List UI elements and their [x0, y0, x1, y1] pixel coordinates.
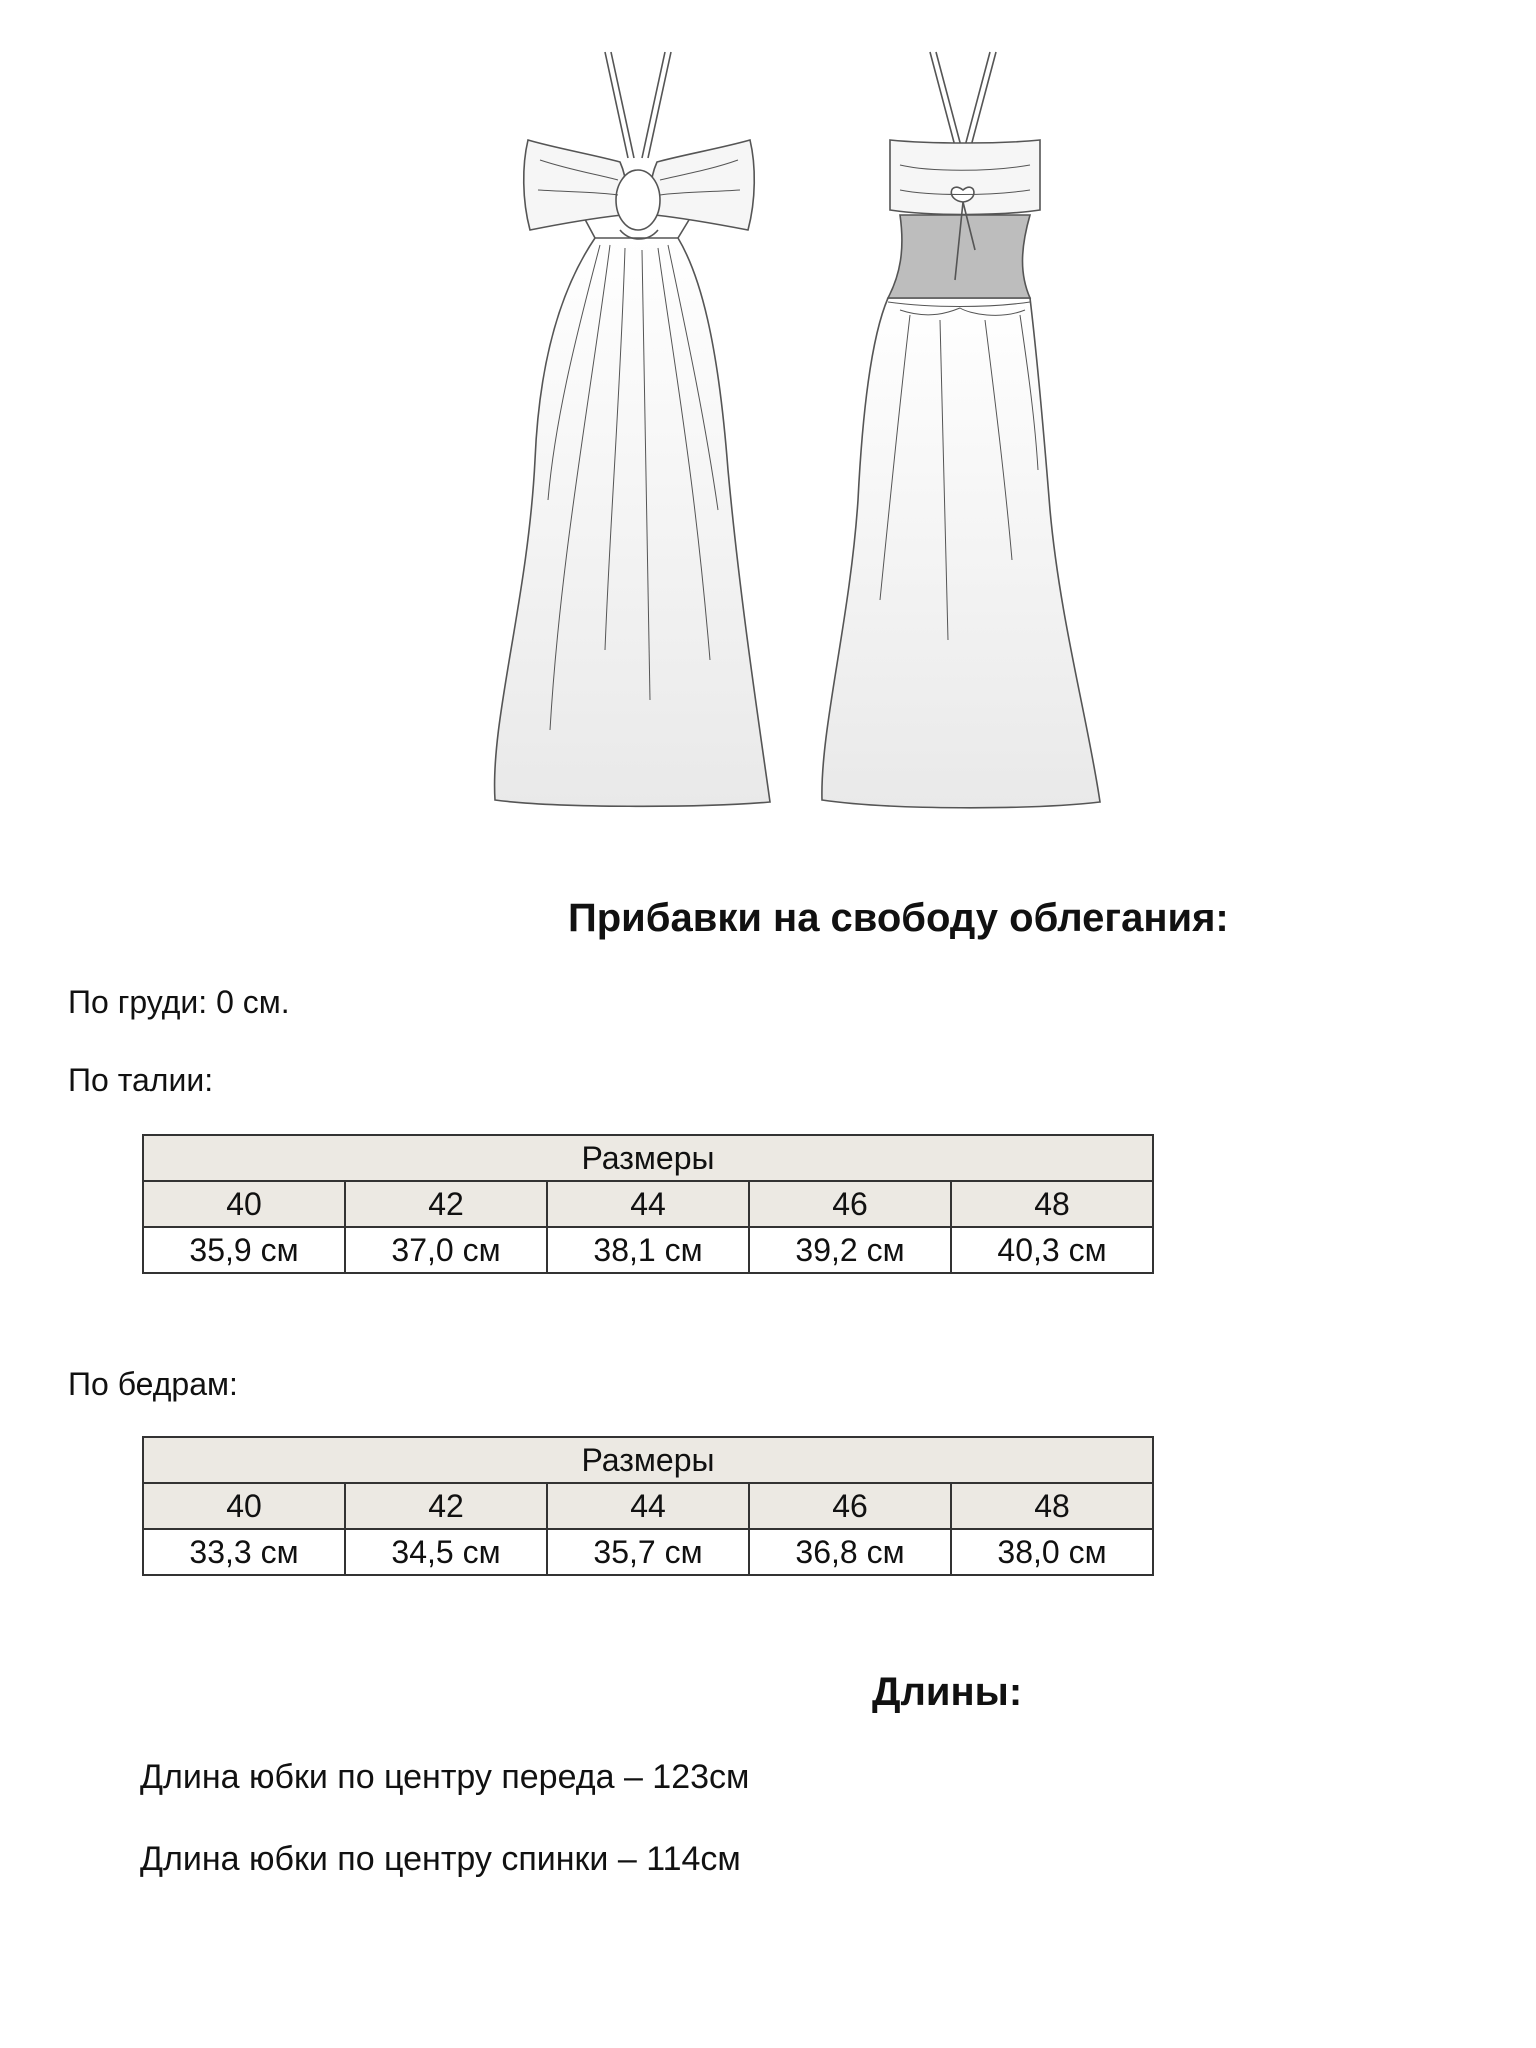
size-cell: 42 [345, 1181, 547, 1227]
size-cell: 46 [749, 1181, 951, 1227]
value-cell: 37,0 см [345, 1227, 547, 1273]
lengths-heading: Длины: [872, 1670, 1023, 1714]
table-caption-row [143, 1135, 1153, 1181]
table-caption: Размеры [143, 1437, 1153, 1483]
value-cell: 38,1 см [547, 1227, 749, 1273]
value-cell: 35,7 см [547, 1529, 749, 1575]
dress-sketch [460, 40, 1140, 820]
page-heading: Прибавки на свободу облегания: [568, 896, 1229, 940]
value-cell: 33,3 см [143, 1529, 345, 1575]
waist-ease-label: По талии: [68, 1062, 214, 1098]
dress-back-view [822, 52, 1100, 808]
value-cell: 39,2 см [749, 1227, 951, 1273]
size-cell: 48 [951, 1483, 1153, 1529]
value-cell: 36,8 см [749, 1529, 951, 1575]
bust-ease-line: По груди: 0 см. [68, 984, 290, 1020]
size-cell: 40 [143, 1483, 345, 1529]
value-cell: 40,3 см [951, 1227, 1153, 1273]
value-cell: 35,9 см [143, 1227, 345, 1273]
size-cell: 42 [345, 1483, 547, 1529]
table-caption: Размеры [143, 1135, 1153, 1181]
size-cell: 48 [951, 1181, 1153, 1227]
hips-ease-label: По бедрам: [68, 1366, 238, 1402]
table-caption-row [143, 1437, 1153, 1483]
size-cell: 40 [143, 1181, 345, 1227]
waist-ease-table [142, 1134, 1154, 1274]
front-skirt-length: Длина юбки по центру переда – 123см [140, 1758, 750, 1796]
value-cell: 34,5 см [345, 1529, 547, 1575]
table-sizes-row [143, 1483, 1153, 1529]
hips-ease-table [142, 1436, 1154, 1576]
table-values-row [143, 1227, 1153, 1273]
size-cell: 44 [547, 1181, 749, 1227]
back-skirt-length: Длина юбки по центру спинки – 114см [140, 1840, 741, 1878]
value-cell: 38,0 см [951, 1529, 1153, 1575]
size-cell: 46 [749, 1483, 951, 1529]
table-sizes-row [143, 1181, 1153, 1227]
table-values-row [143, 1529, 1153, 1575]
dress-front-view [495, 52, 770, 806]
size-cell: 44 [547, 1483, 749, 1529]
